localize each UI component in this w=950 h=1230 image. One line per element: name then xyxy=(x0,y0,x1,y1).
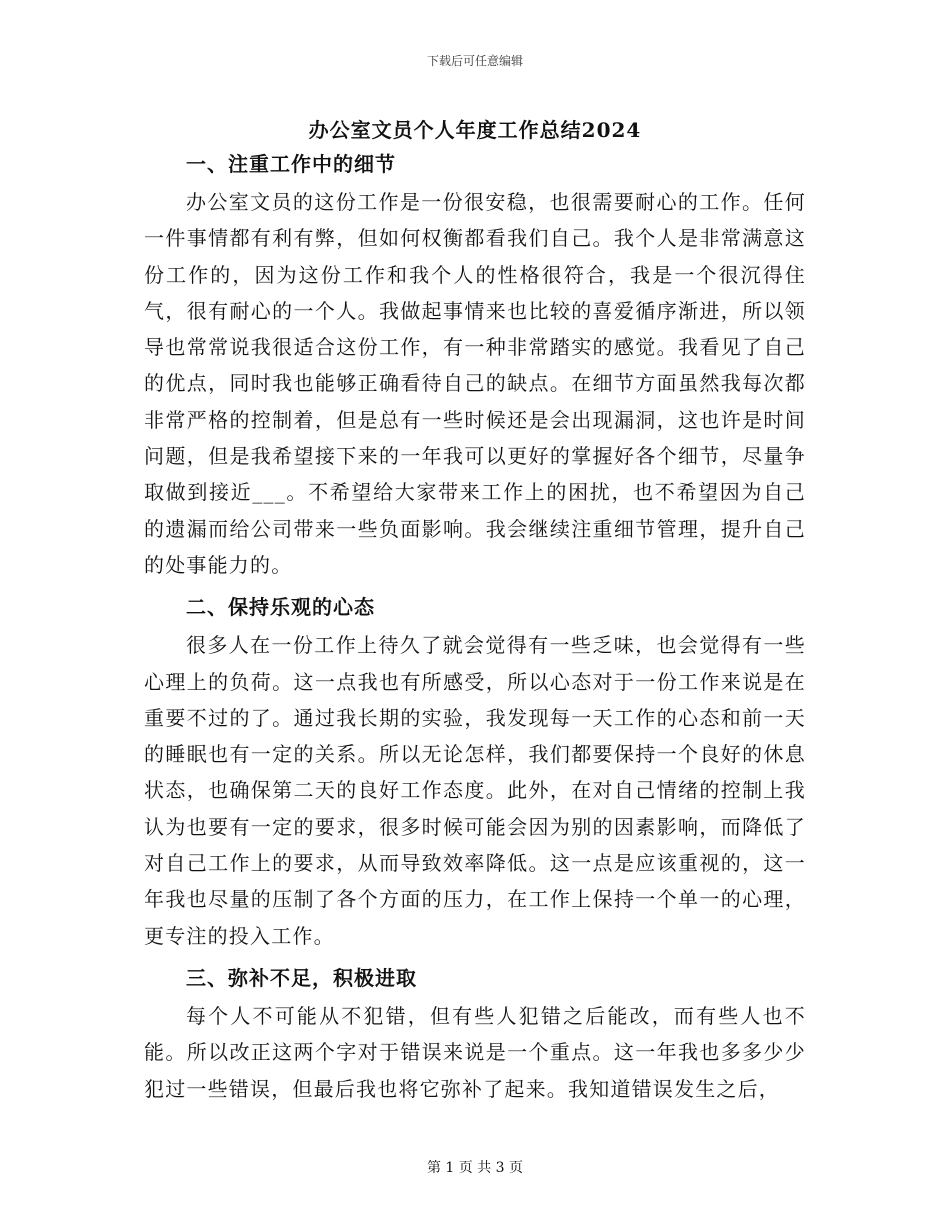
document-body xyxy=(144,146,806,1107)
header-note: 下载后可任意编辑 xyxy=(426,54,523,68)
section-heading-1: 一、注重工作中的细节 xyxy=(186,152,396,176)
section-paragraph-1: 办公室文员的这份工作是一份很安稳，也很需要耐心的工作。任何一件事情都有利有弊，但如何权衡都看我们自己。我个人是非常满意这份工作的，因为这份工作和我个人的性格很符合，我是一个很沉得住气，很有耐心的一个人。我做起事情来也比较的喜爱循序渐进，所以领导也常常说我很适合这份工作，有一种非常踏实的感觉。我看见了自己的优点，同时我也能够正确看待自己的缺点。在细节方面虽然我每次都非常严格的控制着，但是总有一些时候还是会出现漏洞，这也许是时间问题，但是我希望接下来的一年我可以更好的掌握好各个细节，尽量争取做到接近___。不希望给大家带来工作上的困扰，也不希望因为自己的遗漏而给公司带来一些负面影响。我会继续注重细节管理，提升自己的处事能力的。 xyxy=(144,190,806,577)
document-title: 办公室文员个人年度工作总结2024 xyxy=(308,118,642,142)
page-footer: 第 1 页 共 3 页 xyxy=(426,1160,524,1176)
section-paragraph-2: 很多人在一份工作上待久了就会觉得有一些乏味，也会觉得有一些心理上的负荷。这一点我也有所感受，所以心态对于一份工作来说是在重要不过的了。通过我长期的实验，我发现每一天工作的心态和前一天的睡眠也有一定的关系。所以无论怎样，我们都要保持一个良好的休息状态，也确保第二天的良好工作态度。此外，在对自己情绪的控制上我认为也要有一定的要求，很多时候可能会因为别的因素影响，而降低了对自己工作上的要求，从而导致效率降低。这一点是应该重视的，这一年我也尽量的压制了各个方面的压力，在工作上保持一个单一的心理，更专注的投入工作。 xyxy=(144,633,806,948)
section-paragraph-3: 每个人不可能从不犯错，但有些人犯错之后能改，而有些人也不能。所以改正这两个字对于错误来说是一个重点。这一年我也多多少少犯过一些错误，但最后我也将它弥补了起来。我知道错误发生之后， xyxy=(144,1003,806,1101)
section-heading-2: 二、保持乐观的心态 xyxy=(186,595,375,620)
section-heading-3: 三、弥补不足，积极进取 xyxy=(186,965,417,990)
